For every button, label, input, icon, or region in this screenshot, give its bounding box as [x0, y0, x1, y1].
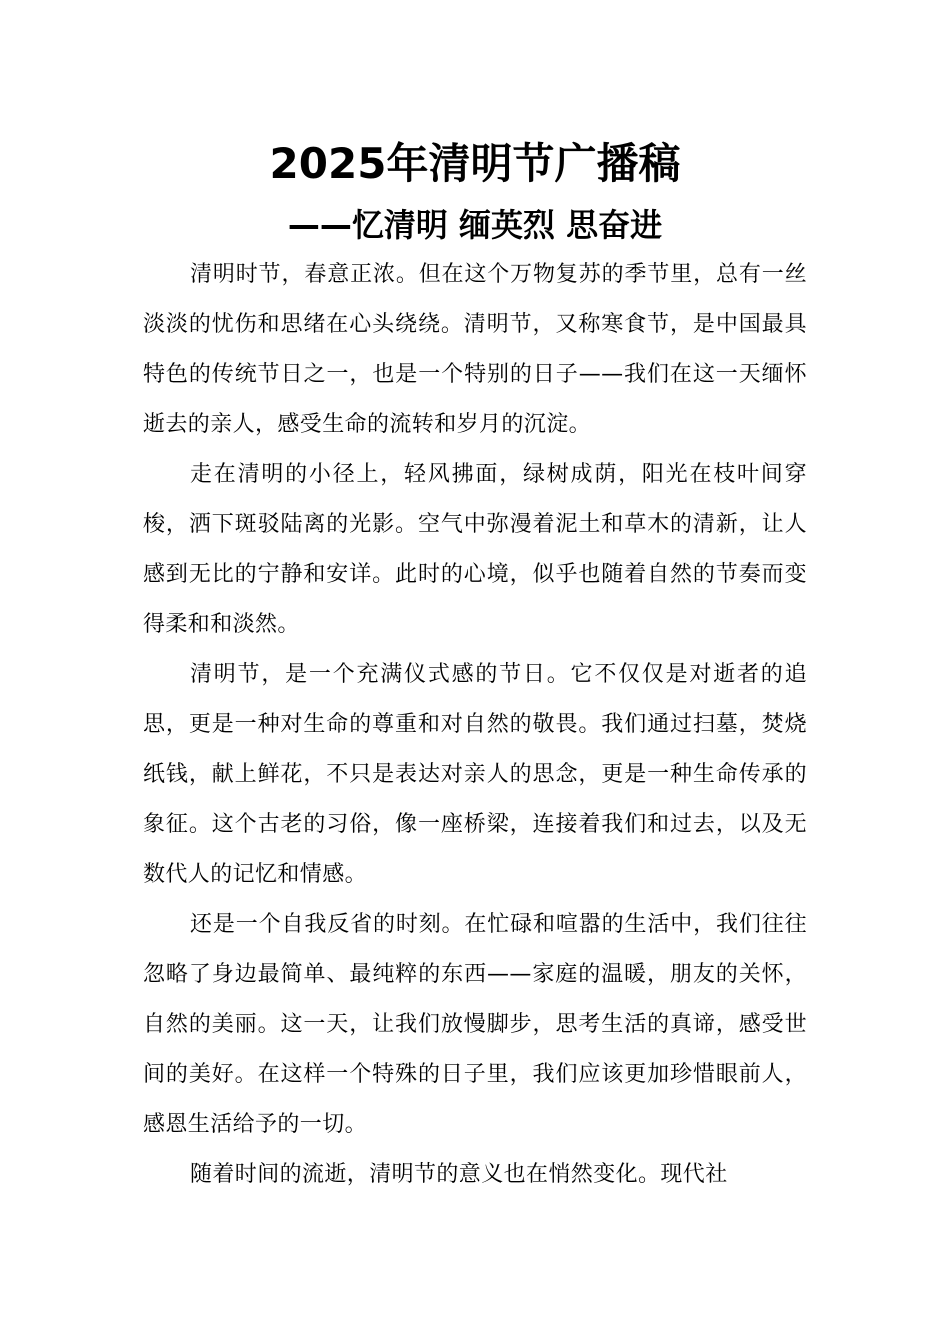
paragraph: 清明时节，春意正浓。但在这个万物复苏的季节里，总有一丝淡淡的忧伤和思绪在心头绕绕。清明节，又称寒食节，是中国最具特色的传统节日之一，也是一个特别的日子——我们在这一天缅怀逝去的亲人，感受生命的流转和岁月的沉淀。: [143, 262, 807, 437]
paragraph: 随着时间的流逝，清明节的意义也在悄然变化。现代社: [190, 1162, 728, 1187]
paragraph: 走在清明的小径上，轻风拂面，绿树成荫，阳光在枝叶间穿梭，洒下斑驳陆离的光影。空气中弥漫着泥土和草木的清新，让人感到无比的宁静和安详。此时的心境，似乎也随着自然的节奏而变得柔和和淡然。: [143, 462, 807, 637]
paragraph: 清明节，是一个充满仪式感的节日。它不仅仅是对逝者的追思，更是一种对生命的尊重和对自然的敬畏。我们通过扫墓，焚烧纸钱，献上鲜花，不只是表达对亲人的思念，更是一种生命传承的象征。这个古老的习俗，像一座桥梁，连接着我们和过去，以及无数代人的记忆和情感。: [143, 662, 807, 887]
document-subtitle: ——忆清明 缅英烈 思奋进: [287, 206, 663, 244]
paragraph: 还是一个自我反省的时刻。在忙碌和喧嚣的生活中，我们往往忽略了身边最简单、最纯粹的东西——家庭的温暖，朋友的关怀，自然的美丽。这一天，让我们放慢脚步，思考生活的真谛，感受世间的美好。在这样一个特殊的日子里，我们应该更加珍惜眼前人，感恩生活给予的一切。: [143, 912, 807, 1137]
document-body: [143, 250, 807, 1200]
document-title: 2025年清明节广播稿: [269, 139, 681, 188]
